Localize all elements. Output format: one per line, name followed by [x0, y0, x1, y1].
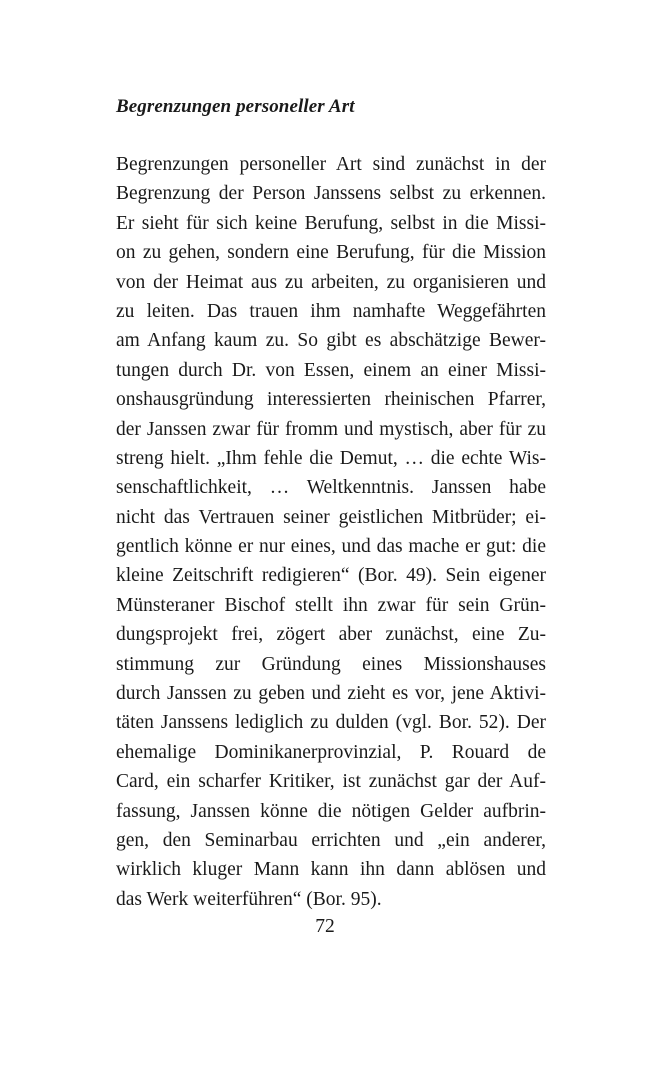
text-line: durch Janssen zu geben und zieht es vor, jene Aktivi-	[116, 683, 546, 705]
text-line: der Janssen zwar für fromm und mystisch, aber für zu	[116, 418, 546, 440]
text-line: kleine Zeitschrift redigieren“ (Bor. 49). Sein eigener	[116, 565, 546, 587]
text-line: Card, ein scharfer Kritiker, ist zunächst gar der Auf-	[116, 771, 546, 793]
text-line: dungsprojekt frei, zögert aber zunächst, eine Zu-	[116, 624, 546, 646]
text-line: zu leiten. Das trauen ihm namhafte Weggefährten	[116, 300, 546, 322]
text-line: am Anfang kaum zu. So gibt es abschätzige Bewer-	[116, 330, 546, 352]
text-line: tungen durch Dr. von Essen, einem an einer Missi-	[116, 359, 546, 381]
text-line: das Werk weiterführen“ (Bor. 95).	[116, 888, 382, 910]
text-line: wirklich kluger Mann kann ihn dann ablösen und	[116, 859, 546, 881]
text-line: stimmung zur Gründung eines Missionshauses	[116, 653, 546, 675]
page-number: 72	[315, 916, 335, 937]
text-line: ehemalige Dominikanerprovinzial, P. Rouard de	[116, 741, 546, 763]
text-line: on zu gehen, sondern eine Berufung, für die Mission	[116, 242, 546, 264]
text-line: von der Heimat aus zu arbeiten, zu organisieren und	[116, 271, 546, 293]
text-line: Er sieht für sich keine Berufung, selbst in die Missi-	[116, 212, 546, 234]
text-line: täten Janssens lediglich zu dulden (vgl. Bor. 52). Der	[116, 712, 546, 734]
text-line: senschaftlichkeit, … Weltkenntnis. Janssen habe	[116, 477, 546, 499]
text-line: streng hielt. „Ihm fehle die Demut, … die echte Wis-	[116, 447, 546, 469]
body-paragraph	[116, 150, 546, 914]
text-line: Münsteraner Bischof stellt ihn zwar für sein Grün-	[116, 594, 546, 616]
text-line: onshausgründung interessierten rheinischen Pfarrer,	[116, 389, 546, 411]
text-line: gentlich könne er nur eines, und das mache er gut: die	[116, 536, 546, 558]
text-line: gen, den Seminarbau errichten und „ein anderer,	[116, 829, 546, 851]
text-line: nicht das Vertrauen seiner geistlichen Mitbrüder; ei-	[116, 506, 546, 528]
section-heading: Begrenzungen personeller Art	[116, 96, 355, 117]
text-line: Begrenzungen personeller Art sind zunächst in der	[116, 154, 546, 175]
text-line: fassung, Janssen könne die nötigen Gelder aufbrin-	[116, 800, 546, 822]
text-line: Begrenzung der Person Janssens selbst zu erkennen.	[116, 183, 546, 205]
